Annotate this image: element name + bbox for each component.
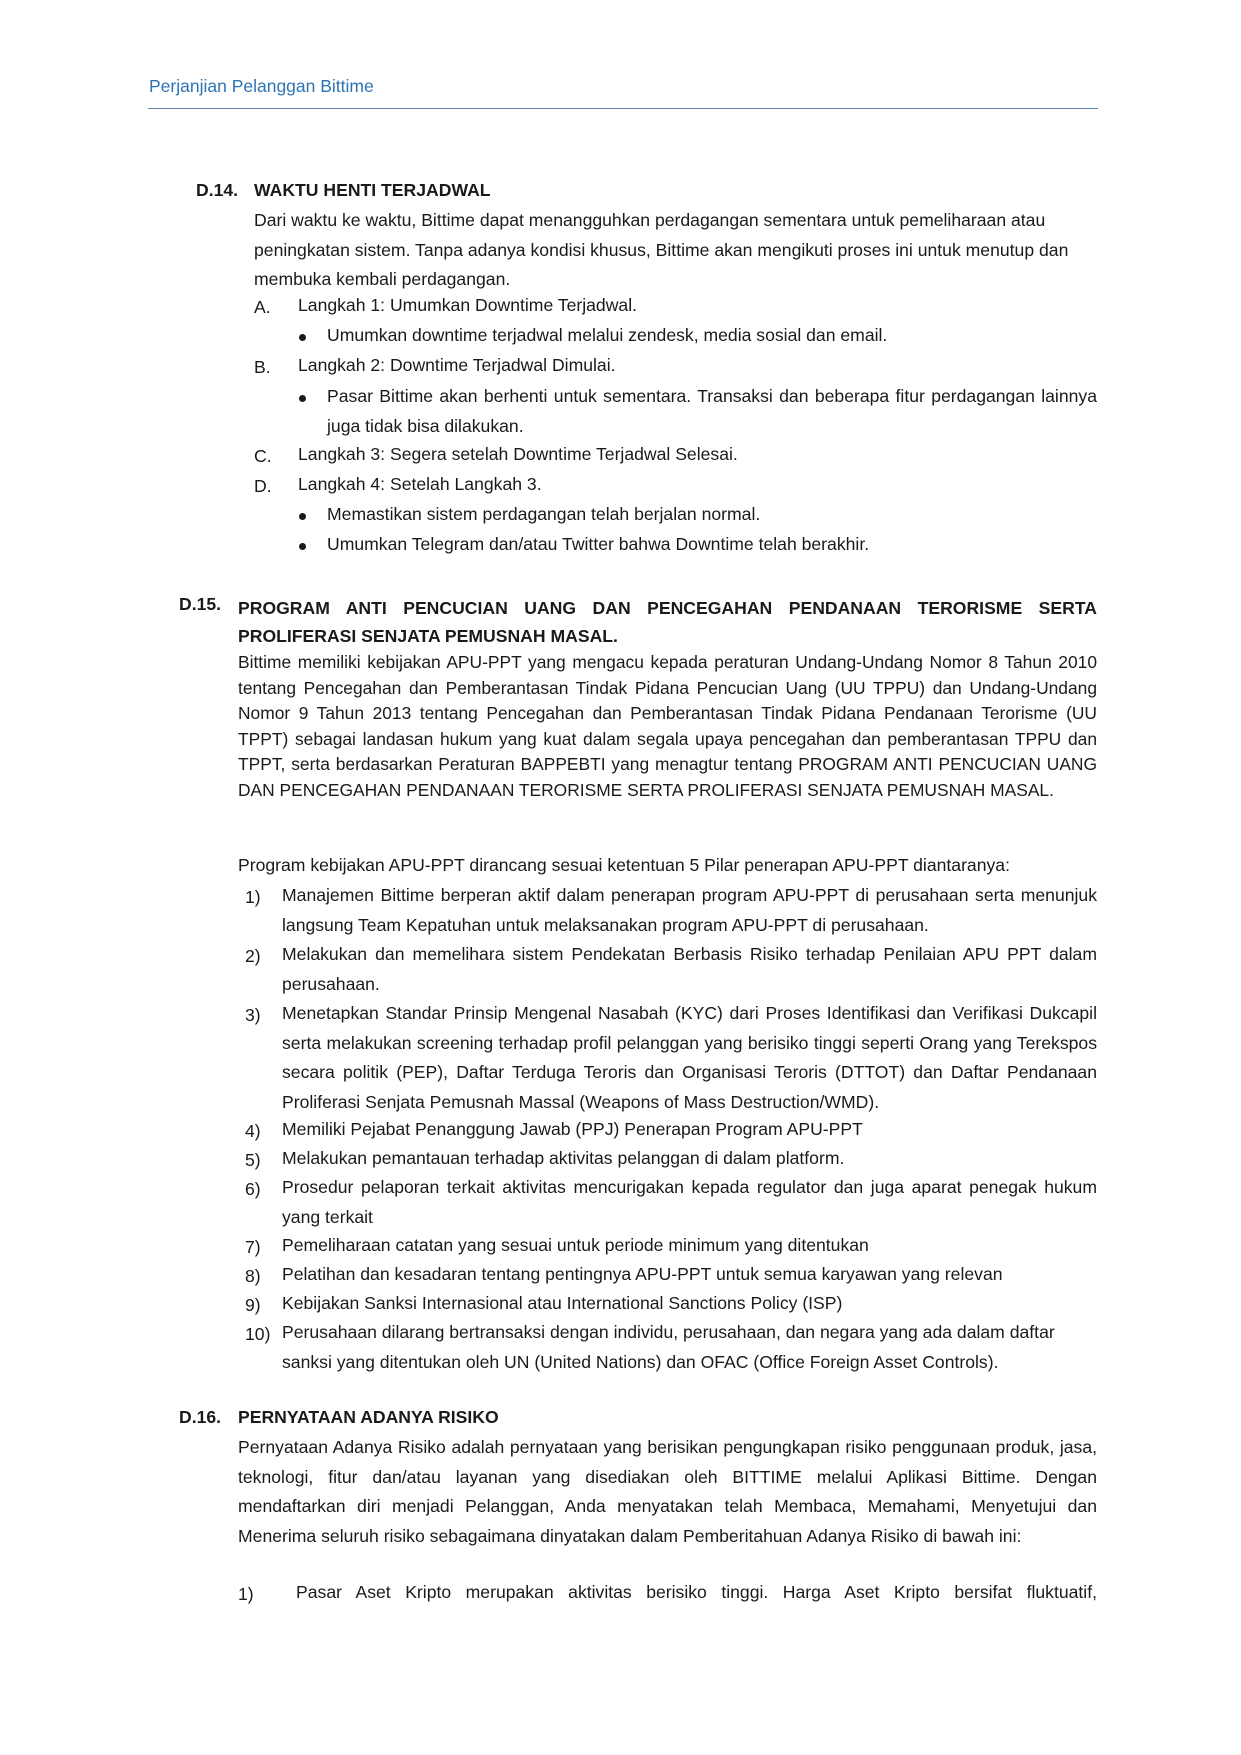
- bullet-icon: [299, 395, 306, 402]
- step-text: Langkah 2: Downtime Terjadwal Dimulai.: [298, 355, 616, 375]
- list-number: 8): [245, 1266, 261, 1286]
- bullet-text: Pasar Bittime akan berhenti untuk sementara. Transaksi dan beberapa fitur perdagangan lainnya juga tidak bisa dilakukan.: [327, 386, 1097, 436]
- step-text: Langkah 4: Setelah Langkah 3.: [298, 474, 542, 494]
- step-label: B.: [254, 357, 271, 377]
- section-title: PROGRAM ANTI PENCUCIAN UANG DAN PENCEGAHAN PENDANAAN TERORISME SERTA PROLIFERASI SENJATA PEMUSNAH MASAL.: [238, 598, 1097, 646]
- section-paragraph: Bittime memiliki kebijakan APU-PPT yang mengacu kepada peraturan Undang-Undang Nomor 8 Tahun 2010 tentang Pencegahan dan Pemberantasan Tindak Pidana Pencucian Uang (UU TPPU) dan Undang-Undang Nomor 9 Tahun 2013 tentang Pencegahan dan Pemberantasan Tindak Pidana Pendanaan Terorisme (UU TPPT) sebagai landasan hukum yang kuat dalam segala upaya pencegahan dan pemberantasan TPPU dan TPPT, serta berdasarkan Peraturan BAPPEBTI yang menagtur tentang PROGRAM ANTI PENCUCIAN UANG DAN PENCEGAHAN PENDANAAN TERORISME SERTA PROLIFERASI SENJATA PEMUSNAH MASAL.: [238, 652, 1097, 800]
- list-item: Pemeliharaan catatan yang sesuai untuk periode minimum yang ditentukan: [282, 1235, 869, 1255]
- section-paragraph: Pernyataan Adanya Risiko adalah pernyataan yang berisikan pengungkapan risiko penggunaan produk, jasa, teknologi, fitur dan/atau layanan yang disediakan oleh BITTIME melalui Aplikasi Bittime. Dengan mendaftarkan diri menjadi Pelanggan, Anda menyatakan telah Membaca, Memahami, Menyetujui dan Menerima seluruh risiko sebagaimana dinyatakan dalam Pemberitahuan Adanya Risiko di bawah ini:: [238, 1437, 1097, 1546]
- bullet-text: Umumkan downtime terjadwal melalui zendesk, media sosial dan email.: [327, 325, 888, 345]
- list-number: 4): [245, 1121, 261, 1141]
- list-item: Pelatihan dan kesadaran tentang pentingnya APU-PPT untuk semua karyawan yang relevan: [282, 1264, 1003, 1284]
- list-number: 10): [245, 1324, 271, 1344]
- section-paragraph: Program kebijakan APU-PPT dirancang sesuai ketentuan 5 Pilar penerapan APU-PPT diantaranya:: [238, 855, 1010, 875]
- list-number: 3): [245, 1005, 261, 1025]
- list-number: 2): [245, 946, 261, 966]
- bullet-text: Memastikan sistem perdagangan telah berjalan normal.: [327, 504, 761, 524]
- step-label: D.: [254, 476, 272, 496]
- section-intro: Dari waktu ke waktu, Bittime dapat menangguhkan perdagangan sementara untuk pemeliharaan atau peningkatan sistem. Tanpa adanya kondisi khusus, Bittime akan mengikuti proses ini untuk menutup dan membuka kembali perdagangan.: [254, 210, 1069, 289]
- step-text: Langkah 3: Segera setelah Downtime Terjadwal Selesai.: [298, 444, 738, 464]
- list-number: 7): [245, 1237, 261, 1257]
- section-number: D.16.: [179, 1407, 222, 1427]
- list-number: 1): [245, 887, 261, 907]
- header-divider: [148, 108, 1098, 109]
- document-title: Perjanjian Pelanggan Bittime: [149, 76, 374, 96]
- step-text: Langkah 1: Umumkan Downtime Terjadwal.: [298, 295, 638, 315]
- step-label: A.: [254, 297, 271, 317]
- bullet-icon: [299, 543, 306, 550]
- list-item: Memiliki Pejabat Penanggung Jawab (PPJ) Penerapan Program APU-PPT: [282, 1119, 863, 1139]
- list-item: Kebijakan Sanksi Internasional atau International Sanctions Policy (ISP): [282, 1293, 843, 1313]
- bullet-text: Umumkan Telegram dan/atau Twitter bahwa Downtime telah berakhir.: [327, 534, 870, 554]
- step-label: C.: [254, 446, 272, 466]
- list-number: 6): [245, 1179, 261, 1199]
- list-item: Melakukan pemantauan terhadap aktivitas pelanggan di dalam platform.: [282, 1148, 845, 1168]
- bullet-icon: [299, 334, 306, 341]
- list-item: Prosedur pelaporan terkait aktivitas mencurigakan kepada regulator dan juga aparat penegak hukum yang terkait: [282, 1177, 1097, 1227]
- list-number: 9): [245, 1295, 261, 1315]
- list-number: 5): [245, 1150, 261, 1170]
- section-number: D.14.: [196, 180, 239, 200]
- list-item: Menetapkan Standar Prinsip Mengenal Nasabah (KYC) dari Proses Identifikasi dan Verifikasi Dukcapil serta melakukan screening terhadap profil pelanggan yang berisiko tinggi seperti Orang yang Terekspos secara politik (PEP), Daftar Terduga Teroris dan Organisasi Teroris (DTTOT) dan Daftar Pendanaan Proliferasi Senjata Pemusnah Massal (Weapons of Mass Destruction/WMD).: [282, 1003, 1097, 1112]
- section-title: WAKTU HENTI TERJADWAL: [254, 180, 491, 200]
- list-number: 1): [238, 1584, 254, 1604]
- list-item: Melakukan dan memelihara sistem Pendekatan Berbasis Risiko terhadap Penilaian APU PPT dalam perusahaan.: [282, 944, 1097, 994]
- list-item: Pasar Aset Kripto merupakan aktivitas berisiko tinggi. Harga Aset Kripto bersifat fluktuatif,: [296, 1582, 1097, 1602]
- list-item: Manajemen Bittime berperan aktif dalam penerapan program APU-PPT di perusahaan serta menunjuk langsung Team Kepatuhan untuk melaksanakan program APU-PPT di perusahaan.: [282, 885, 1097, 935]
- bullet-icon: [299, 513, 306, 520]
- section-number: D.15.: [179, 594, 222, 614]
- section-title: PERNYATAAN ADANYA RISIKO: [238, 1407, 499, 1427]
- list-item: Perusahaan dilarang bertransaksi dengan individu, perusahaan, dan negara yang ada dalam daftar sanksi yang ditentukan oleh UN (United Nations) dan OFAC (Office Foreign Asset Controls).: [282, 1322, 1055, 1372]
